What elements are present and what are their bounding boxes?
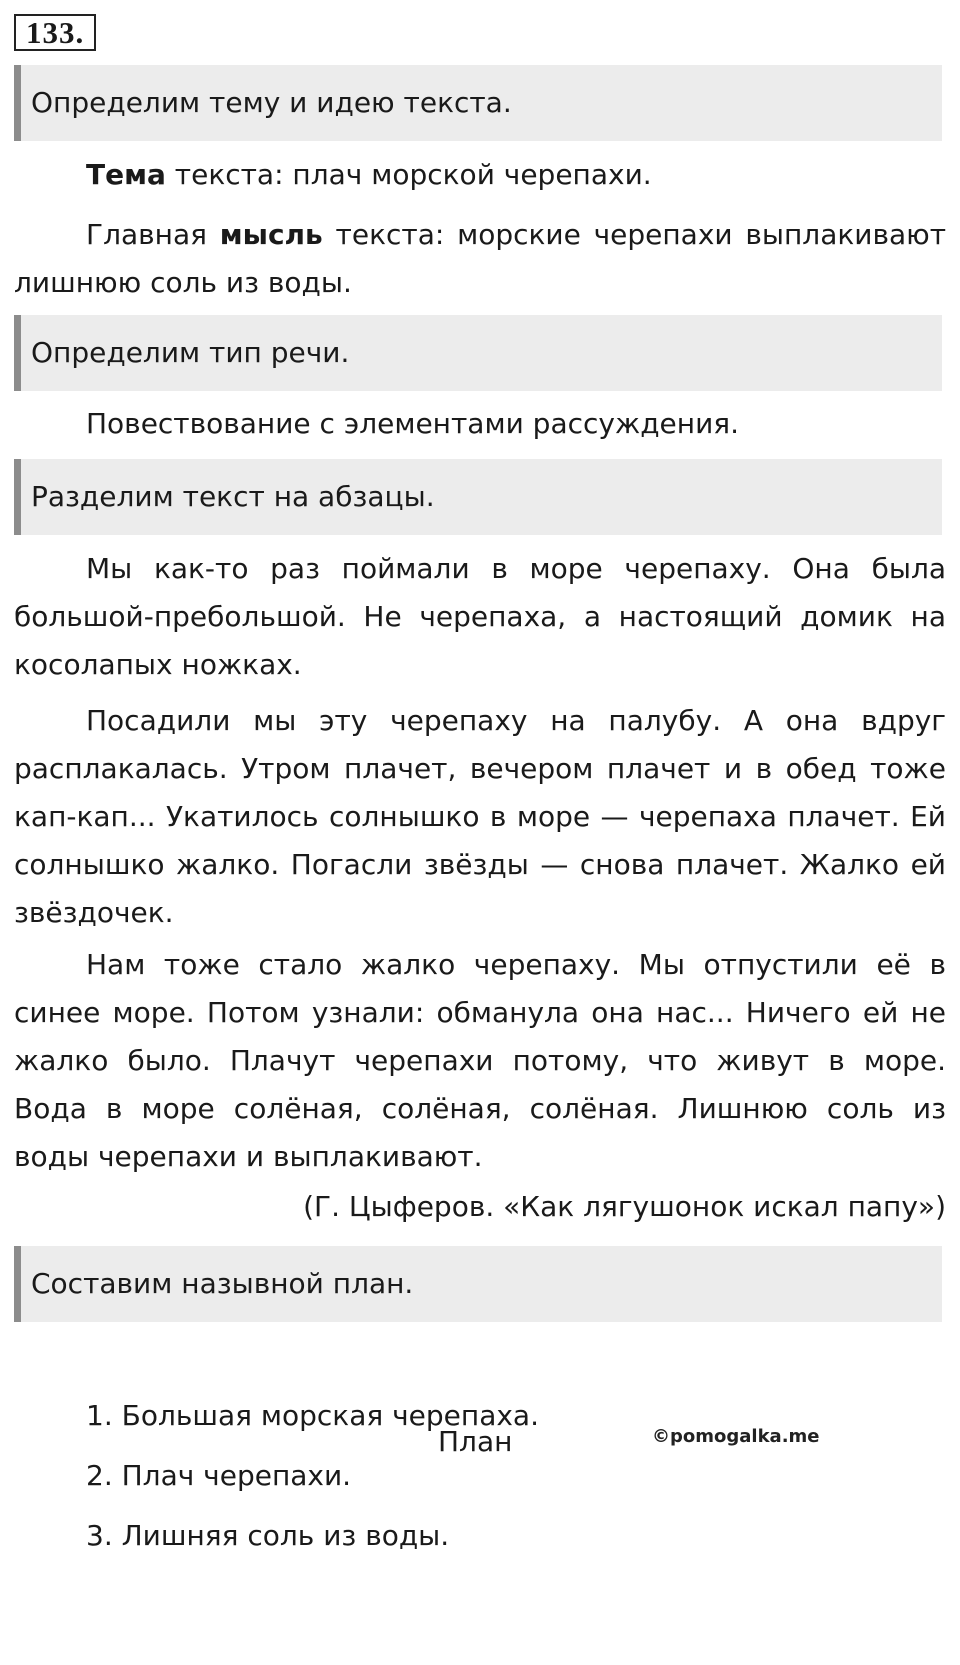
story-source: (Г. Цыферов. «Как лягушонок искал папу») (303, 1190, 946, 1223)
theme-idea-paragraph (14, 211, 946, 307)
story-paragraph-3: Нам тоже стало жалко черепаху. Мы отпустили её в синее море. Потом узнали: обманула она нас... Ничего ей не жалко было. Плачут черепахи потому, что живут в море. Вода в море солёная, солёная, солёная. Лишнюю соль из воды черепахи и выплакивают. (14, 948, 946, 1173)
idea-text: текста: морские черепахи выплакивают лишнюю соль из воды. (14, 218, 947, 299)
section-heading-theme: Определим тему и идею текста. (14, 65, 942, 141)
idea-label: мысль (219, 218, 323, 251)
story-paragraph-2: Посадили мы эту черепаху на палубу. А она вдруг расплакалась. Утром плачет, вечером плачет и в обед тоже кап-кап... Укатилось солнышко в море — черепаха плачет. Ей солнышко жалко. Погасли звёзды — снова плачет. Жалко ей звёздочек. (14, 704, 946, 929)
section-heading-plan: Составим назывной план. (14, 1246, 942, 1322)
theme-topic-line (14, 151, 946, 199)
speech-type-text: Повествование с элементами рассуждения. (86, 407, 740, 440)
section-heading-speech: Определим тип речи. (14, 315, 942, 391)
plan-title: План (438, 1425, 513, 1458)
idea-prefix: Главная (86, 218, 220, 251)
plan-item-2: 2. Плач черепахи. (86, 1459, 352, 1492)
topic-text: текста: плач морской черепахи. (165, 158, 652, 191)
plan-item-3: 3. Лишняя соль из воды. (86, 1519, 450, 1552)
watermark: ©pomogalka.me (652, 1426, 820, 1447)
story-paragraph-1: Мы как-то раз поймали в море черепаху. Она была большой-пребольшой. Не черепаха, а настоящий домик на косолапых ножках. (14, 552, 946, 681)
task-number: 133. (14, 14, 96, 51)
topic-label: Тема (86, 158, 166, 191)
section-heading-paragraphs: Разделим текст на абзацы. (14, 459, 942, 535)
plan-item-1: 1. Большая морская черепаха. (86, 1399, 539, 1432)
